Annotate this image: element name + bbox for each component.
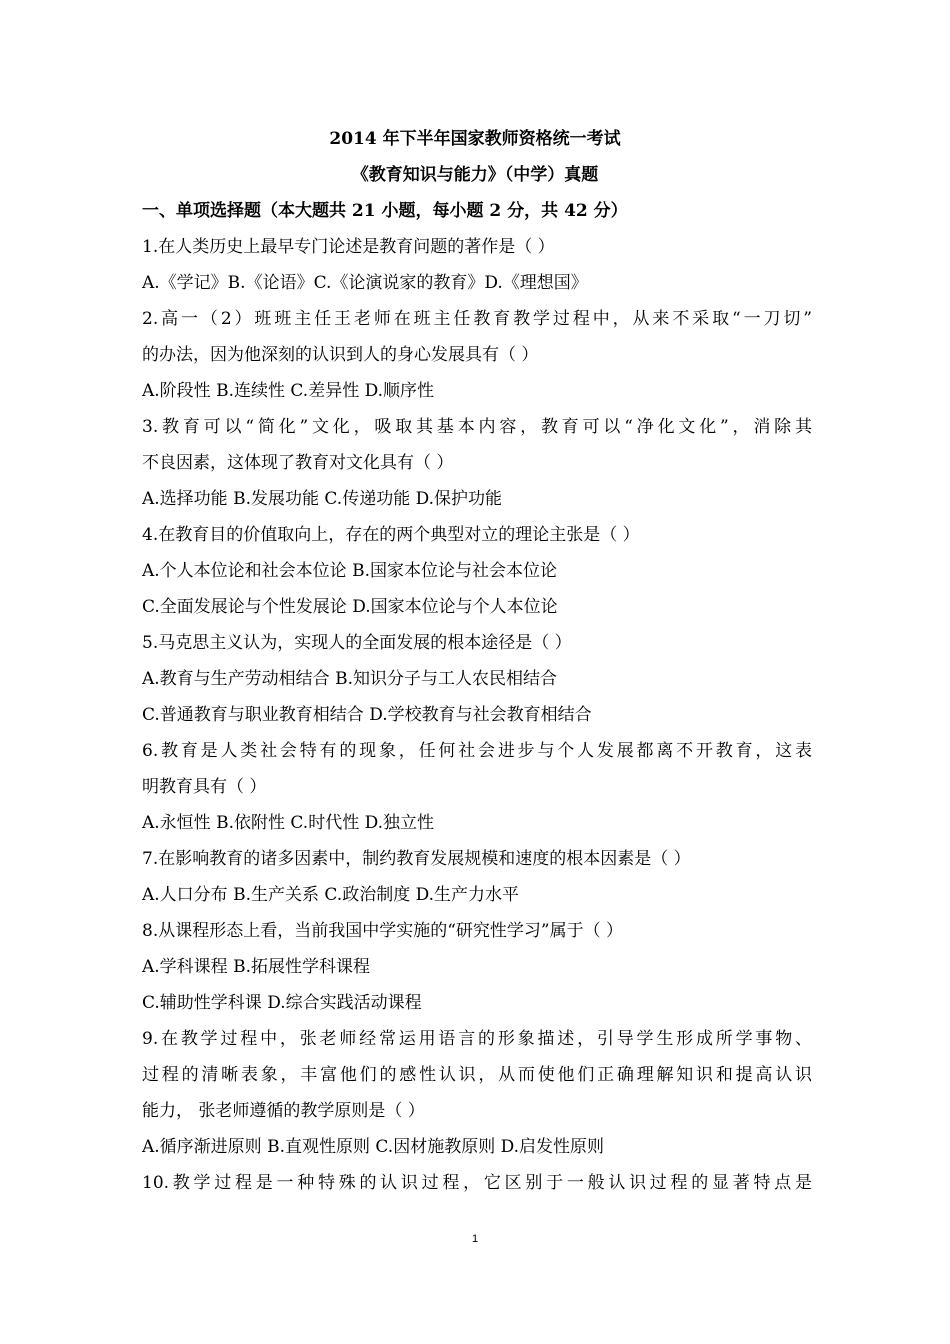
question-5: 5.马克思主义认为，实现人的全面发展的根本途径是（ ）	[142, 633, 572, 653]
question-6: 6.教育是人类社会特有的现象，任何社会进步与个人发展都离不开教育，这表	[142, 741, 812, 761]
question-8-options-cd: C.辅助性学科课 D.综合实践活动课程	[142, 993, 422, 1013]
question-9-options: A.循序渐进原则 B.直观性原则 C.因材施教原则 D.启发性原则	[142, 1137, 605, 1157]
question-2-options: A.阶段性 B.连续性 C.差异性 D.顺序性	[142, 381, 435, 401]
question-3-cont: 不良因素，这体现了教育对文化具有（ ）	[142, 453, 454, 473]
question-4-options-cd: C.全面发展论与个性发展论 D.国家本位论与个人本位论	[142, 597, 558, 617]
page-number: 1	[471, 1233, 479, 1245]
question-6-cont: 明教育具有（ ）	[142, 777, 267, 797]
question-8-options-ab: A.学科课程 B.拓展性学科课程	[142, 957, 370, 977]
question-3-options: A.选择功能 B.发展功能 C.传递功能 D.保护功能	[142, 489, 503, 509]
question-4: 4.在教育目的价值取向上，存在的两个典型对立的理论主张是（ ）	[142, 525, 640, 545]
question-9-cont: 过程的清晰表象，丰富他们的感性认识，从而使他们正确理解知识和提高认识	[142, 1065, 812, 1085]
question-2: 2.高一（2）班班主任王老师在班主任教育教学过程中，从来不采取“一刀切”	[142, 309, 812, 329]
question-7-options: A.人口分布 B.生产关系 C.政治制度 D.生产力水平	[142, 885, 520, 905]
question-3: 3.教育可以“简化”文化，吸取其基本内容，教育可以“净化文化”，消除其	[142, 417, 812, 437]
question-9: 9.在教学过程中，张老师经常运用语言的形象描述，引导学生形成所学事物、	[142, 1029, 812, 1049]
question-5-options-cd: C.普通教育与职业教育相结合 D.学校教育与社会教育相结合	[142, 705, 592, 725]
question-4-options-ab: A.个人本位论和社会本位论 B.国家本位论与社会本位论	[142, 561, 557, 581]
question-2-cont: 的办法，因为他深刻的认识到人的身心发展具有（ ）	[142, 345, 539, 365]
question-9-cont-2: 能力， 张老师遵循的教学原则是（ ）	[142, 1101, 425, 1121]
question-1-options: A.《学记》B.《论语》C.《论演说家的教育》D.《理想国》	[142, 273, 588, 293]
exam-subtitle: 《教育知识与能力》（中学）真题	[351, 165, 599, 185]
question-7: 7.在影响教育的诸多因素中，制约教育发展规模和速度的根本因素是（ ）	[142, 849, 691, 869]
question-5-options-ab: A.教育与生产劳动相结合 B.知识分子与工人农民相结合	[142, 669, 557, 689]
question-1: 1.在人类历史上最早专门论述是教育问题的著作是（ ）	[142, 237, 555, 257]
question-6-options: A.永恒性 B.依附性 C.时代性 D.独立性	[142, 813, 435, 833]
question-8: 8.从课程形态上看，当前我国中学实施的“研究性学习”属于（ ）	[142, 921, 624, 941]
question-10: 10.教学过程是一种特殊的认识过程，它区别于一般认识过程的显著特点是	[142, 1173, 812, 1193]
exam-title: 2014 年下半年国家教师资格统一考试	[329, 129, 621, 149]
section-heading: 一、单项选择题（本大题共 21 小题，每小题 2 分，共 42 分）	[142, 201, 628, 221]
